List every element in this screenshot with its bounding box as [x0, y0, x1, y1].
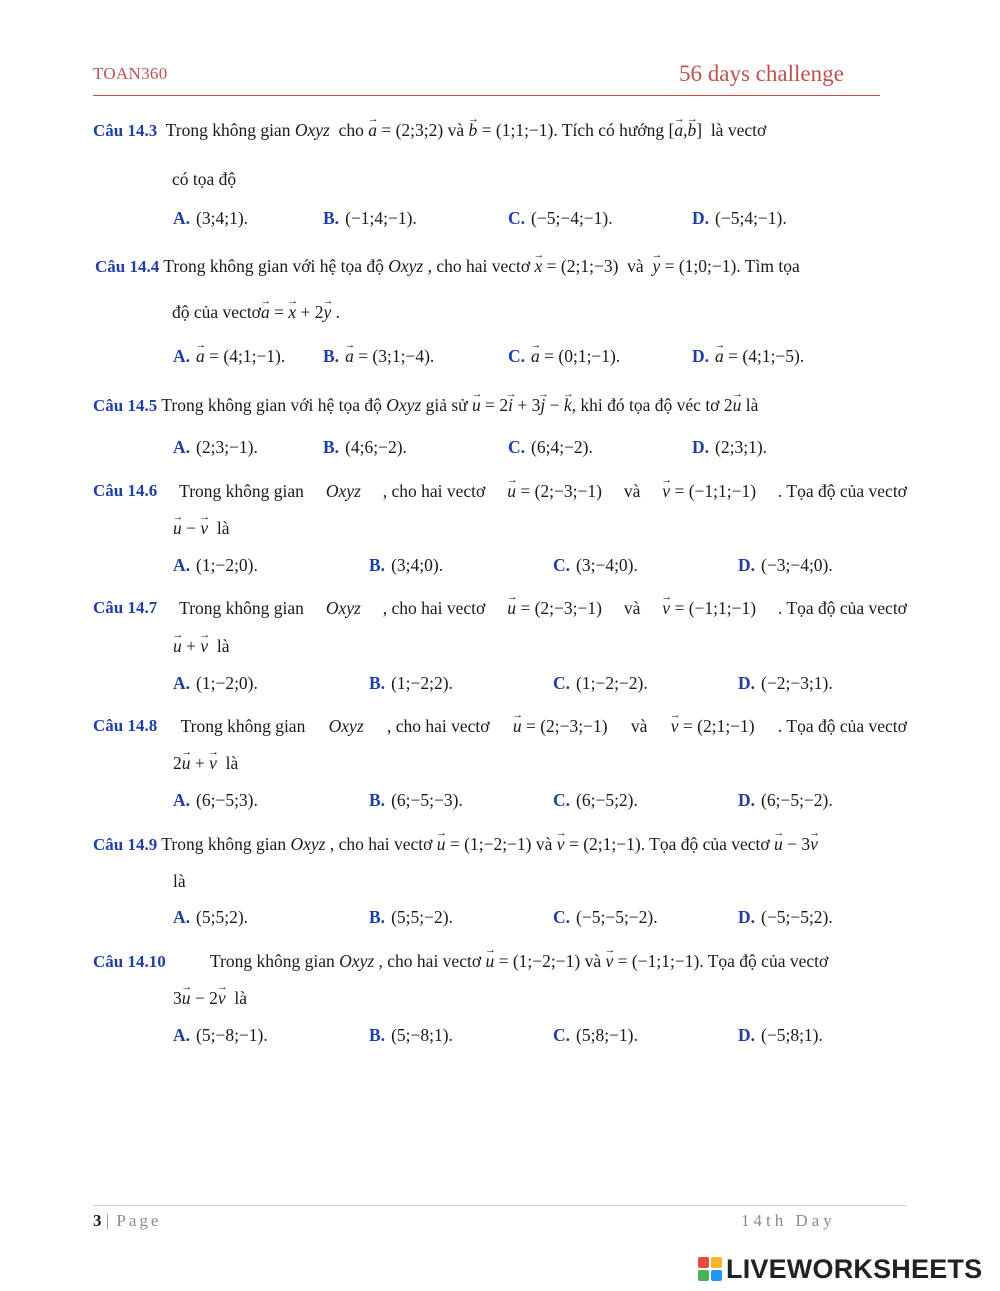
option-b[interactable]: B. (5;5;−2). [369, 907, 453, 927]
question-14-8-line1: Câu 14.8 Trong không gian Oxyz , cho hai vectơ → u = (2;−3;−1) và → v = (2;1;−1) . Tọa độ của vectơ [93, 716, 907, 737]
option-d[interactable]: D.→ a = (4;1;−5). [692, 346, 804, 367]
question-14-4-line2: độ của vectơ→ a = → x + 2→ y . [172, 302, 340, 323]
question-14-3-line2: có tọa độ [172, 169, 237, 189]
question-14-7-line1: Câu 14.7 Trong không gian Oxyz , cho hai vectơ → u = (2;−3;−1) và → v = (−1;1;−1) . Tọa độ của vectơ [93, 598, 907, 619]
header-left-title: TOAN360 [93, 64, 168, 83]
header-right-title: 56 days challenge [679, 61, 844, 86]
question-14-5-line1: Câu 14.5 Trong không gian với hệ tọa độ Oxyz giả sử → u = 2→ i + 3→ j − → k, khi đó tọa độ véc tơ 2→ u là [93, 395, 758, 416]
option-b[interactable]: B. (5;−8;1). [369, 1025, 453, 1045]
question-label: Câu 14.9 [93, 835, 158, 854]
option-a[interactable]: A. (5;5;2). [173, 907, 249, 927]
option-d[interactable]: D. (6;−5;−2). [738, 790, 833, 810]
question-label: Câu 14.10 [93, 952, 166, 971]
option-d[interactable]: D. (−5;4;−1). [692, 208, 787, 228]
question-label: Câu 14.8 [93, 716, 158, 735]
question-label: Câu 14.6 [93, 481, 158, 500]
option-d[interactable]: D. (2;3;1). [692, 437, 768, 457]
question-label: Câu 14.7 [93, 598, 158, 617]
header-divider [93, 95, 880, 96]
option-b[interactable]: B. (−1;4;−1). [323, 208, 417, 228]
option-b[interactable]: B.→ a = (3;1;−4). [323, 346, 434, 367]
option-b[interactable]: B. (3;4;0). [369, 555, 444, 575]
option-d[interactable]: D. (−2;−3;1). [738, 673, 833, 693]
question-14-8-line2: 2→ u + → v là [173, 753, 238, 774]
option-a[interactable]: A. (3;4;1). [173, 208, 249, 228]
option-a[interactable]: A. (5;−8;−1). [173, 1025, 268, 1045]
page-number: 3 [93, 1211, 102, 1230]
question-label: Câu 14.3 [93, 121, 158, 140]
footer-page-info: 3 | Page [93, 1211, 162, 1230]
footer-day-label: 14th Day [741, 1211, 836, 1230]
option-b[interactable]: B. (1;−2;2). [369, 673, 453, 693]
option-c[interactable]: C. (−5;−5;−2). [553, 907, 658, 927]
question-14-3-line1: Câu 14.3 Trong không gian Oxyz cho → a = (2;3;2) và → b = (1;1;−1). Tích có hướng [→ a,→ b] là vectơ [93, 120, 766, 141]
option-d[interactable]: D. (−5;−5;2). [738, 907, 833, 927]
question-14-10-label [93, 951, 166, 972]
option-c[interactable]: C. (−5;−4;−1). [508, 208, 613, 228]
option-b[interactable]: B. (6;−5;−3). [369, 790, 463, 810]
option-a[interactable]: A. (6;−5;3). [173, 790, 258, 810]
option-c[interactable]: C. (1;−2;−2). [553, 673, 648, 693]
option-a[interactable]: A. (1;−2;0). [173, 673, 258, 693]
question-14-7-line2: → u + → v là [173, 636, 230, 657]
option-d[interactable]: D. (−3;−4;0). [738, 555, 833, 575]
liveworksheets-wordmark: LIVEWORKSHEETS [726, 1253, 983, 1284]
option-c[interactable]: C. (6;4;−2). [508, 437, 593, 457]
question-label: Câu 14.5 [93, 396, 158, 415]
question-14-6-line2: → u − → v là [173, 518, 230, 539]
option-a[interactable]: A. (1;−2;0). [173, 555, 258, 575]
question-label: Câu 14.4 [95, 257, 160, 276]
footer-divider [93, 1205, 906, 1206]
option-c[interactable]: C.→ a = (0;1;−1). [508, 346, 620, 367]
option-c[interactable]: C. (5;8;−1). [553, 1025, 638, 1045]
option-a[interactable]: A. (2;3;−1). [173, 437, 258, 457]
question-14-9-line1: Câu 14.9 Trong không gian Oxyz , cho hai vectơ → u = (1;−2;−1) và → v = (2;1;−1). Tọa độ của vectơ → u − 3→ v [93, 834, 818, 855]
question-14-10-line2: 3→ u − 2→ v là [173, 988, 247, 1009]
question-14-10-line1: Trong không gian Oxyz , cho hai vectơ → u = (1;−2;−1) và → v = (−1;1;−1). Tọa độ của vectơ [210, 951, 828, 972]
question-14-4-line1: Câu 14.4 Trong không gian với hệ tọa độ Oxyz , cho hai vectơ → x = (2;1;−3) và → y = (1;0;−1). Tìm tọa [95, 256, 800, 277]
option-b[interactable]: B. (4;6;−2). [323, 437, 407, 457]
question-14-6-line1: Câu 14.6 Trong không gian Oxyz , cho hai vectơ → u = (2;−3;−1) và → v = (−1;1;−1) . Tọa độ của vectơ [93, 481, 907, 502]
liveworksheets-logo [698, 1255, 982, 1283]
question-14-9-line2: là [173, 871, 186, 891]
option-c[interactable]: C. (6;−5;2). [553, 790, 638, 810]
option-d[interactable]: D. (−5;8;1). [738, 1025, 823, 1045]
option-a[interactable]: A.→ a = (4;1;−1). [173, 346, 285, 367]
option-c[interactable]: C. (3;−4;0). [553, 555, 638, 575]
liveworksheets-icon [698, 1257, 722, 1281]
